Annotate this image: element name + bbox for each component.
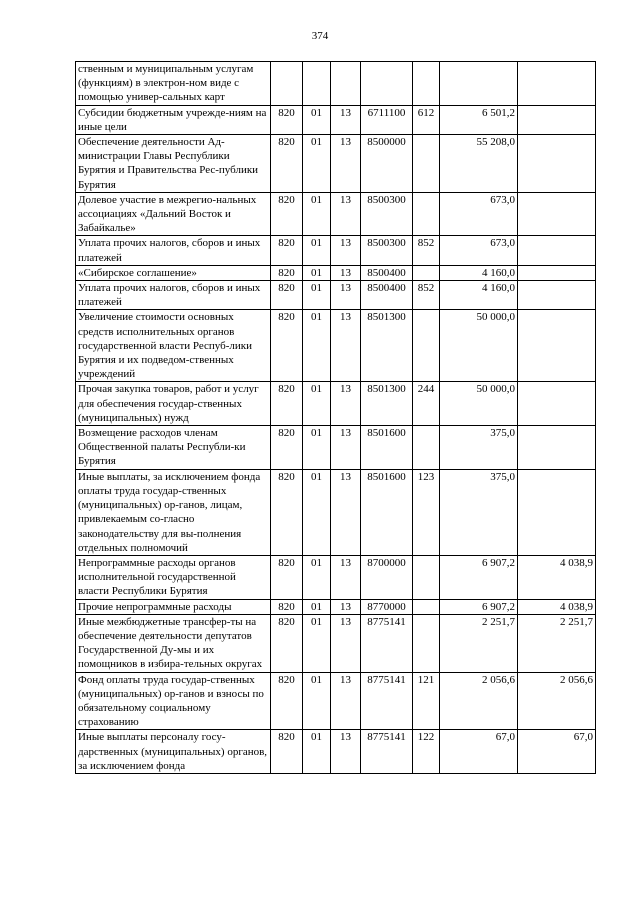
expense-type-cell: 123 bbox=[413, 469, 440, 555]
federal-amount-cell: 2 251,7 bbox=[518, 614, 596, 672]
section-code-cell: 01 bbox=[303, 730, 331, 774]
expense-type-cell bbox=[413, 62, 440, 106]
subsection-code-cell: 13 bbox=[331, 382, 361, 426]
subsection-code-cell bbox=[331, 62, 361, 106]
expense-name-cell: Субсидии бюджетным учрежде-ниям на иные цели bbox=[76, 105, 271, 134]
expense-name-cell: Иные выплаты персоналу госу-дарственных (муниципальных) органов, за исключением фонда bbox=[76, 730, 271, 774]
target-article-cell: 8700000 bbox=[361, 555, 413, 599]
federal-amount-cell bbox=[518, 426, 596, 470]
admin-code-cell: 820 bbox=[271, 281, 303, 310]
subsection-code-cell: 13 bbox=[331, 105, 361, 134]
target-article-cell: 8501300 bbox=[361, 310, 413, 382]
table-row bbox=[76, 135, 596, 193]
section-code-cell: 01 bbox=[303, 599, 331, 614]
section-code-cell: 01 bbox=[303, 614, 331, 672]
table-row bbox=[76, 310, 596, 382]
admin-code-cell: 820 bbox=[271, 310, 303, 382]
admin-code-cell: 820 bbox=[271, 730, 303, 774]
subsection-code-cell: 13 bbox=[331, 672, 361, 730]
expense-name-cell: Обеспечение деятельности Ад-министрации Главы Республики Бурятия и Правительства Рес-публики Бурятия bbox=[76, 135, 271, 193]
target-article-cell: 6711100 bbox=[361, 105, 413, 134]
expense-name-cell: Уплата прочих налогов, сборов и иных платежей bbox=[76, 236, 271, 265]
expense-type-cell: 612 bbox=[413, 105, 440, 134]
expense-name-cell: Уплата прочих налогов, сборов и иных платежей bbox=[76, 281, 271, 310]
admin-code-cell: 820 bbox=[271, 105, 303, 134]
table-row bbox=[76, 62, 596, 106]
section-code-cell: 01 bbox=[303, 135, 331, 193]
expense-type-cell: 852 bbox=[413, 236, 440, 265]
section-code-cell: 01 bbox=[303, 236, 331, 265]
expense-name-cell: Прочая закупка товаров, работ и услуг для обеспечения государ-ственных (муниципальных) нужд bbox=[76, 382, 271, 426]
target-article-cell: 8501600 bbox=[361, 426, 413, 470]
expense-name-cell: ственным и муниципальным услугам (функциям) в электрон-ном виде с помощью универ-сальных карт bbox=[76, 62, 271, 106]
federal-amount-cell bbox=[518, 192, 596, 236]
admin-code-cell: 820 bbox=[271, 192, 303, 236]
table-row bbox=[76, 426, 596, 470]
amount-cell: 55 208,0 bbox=[440, 135, 518, 193]
table-row bbox=[76, 382, 596, 426]
subsection-code-cell: 13 bbox=[331, 265, 361, 280]
amount-cell: 50 000,0 bbox=[440, 382, 518, 426]
expense-name-cell: Иные межбюджетные трансфер-ты на обеспечение деятельности депутатов Государственной Ду-мы и их помощников в избира-тельных округах bbox=[76, 614, 271, 672]
subsection-code-cell: 13 bbox=[331, 730, 361, 774]
admin-code-cell: 820 bbox=[271, 469, 303, 555]
table-body bbox=[76, 62, 596, 774]
target-article-cell: 8500300 bbox=[361, 192, 413, 236]
admin-code-cell: 820 bbox=[271, 135, 303, 193]
federal-amount-cell bbox=[518, 236, 596, 265]
expense-name-cell: Долевое участие в межрегио-нальных ассоциациях «Дальний Восток и Забайкалье» bbox=[76, 192, 271, 236]
federal-amount-cell bbox=[518, 265, 596, 280]
table-row bbox=[76, 265, 596, 280]
table-row bbox=[76, 281, 596, 310]
expense-name-cell: Непрограммные расходы органов исполнительной государственной власти Республики Бурятия bbox=[76, 555, 271, 599]
expense-type-cell bbox=[413, 310, 440, 382]
target-article-cell: 8500000 bbox=[361, 135, 413, 193]
table-row bbox=[76, 192, 596, 236]
subsection-code-cell: 13 bbox=[331, 135, 361, 193]
admin-code-cell: 820 bbox=[271, 236, 303, 265]
amount-cell: 673,0 bbox=[440, 192, 518, 236]
target-article-cell: 8775141 bbox=[361, 672, 413, 730]
section-code-cell: 01 bbox=[303, 382, 331, 426]
page-number: 374 bbox=[311, 30, 329, 42]
target-article-cell: 8775141 bbox=[361, 730, 413, 774]
expense-type-cell bbox=[413, 555, 440, 599]
table-row bbox=[76, 672, 596, 730]
section-code-cell: 01 bbox=[303, 426, 331, 470]
admin-code-cell bbox=[271, 62, 303, 106]
expense-type-cell: 122 bbox=[413, 730, 440, 774]
section-code-cell: 01 bbox=[303, 469, 331, 555]
table-row bbox=[76, 105, 596, 134]
target-article-cell: 8770000 bbox=[361, 599, 413, 614]
expense-type-cell bbox=[413, 265, 440, 280]
subsection-code-cell: 13 bbox=[331, 310, 361, 382]
amount-cell: 2 251,7 bbox=[440, 614, 518, 672]
table-row bbox=[76, 614, 596, 672]
section-code-cell: 01 bbox=[303, 310, 331, 382]
subsection-code-cell: 13 bbox=[331, 599, 361, 614]
amount-cell: 6 907,2 bbox=[440, 599, 518, 614]
section-code-cell: 01 bbox=[303, 555, 331, 599]
amount-cell: 67,0 bbox=[440, 730, 518, 774]
target-article-cell: 8501300 bbox=[361, 382, 413, 426]
federal-amount-cell bbox=[518, 105, 596, 134]
section-code-cell bbox=[303, 62, 331, 106]
expense-name-cell: Иные выплаты, за исключением фонда оплаты труда государ-ственных (муниципальных) ор-ганов, лицам, привлекаемым со-гласно законодательству для вы-полнения отдельных полномочий bbox=[76, 469, 271, 555]
expense-name-cell: Увеличение стоимости основных средств исполнительных органов государственной власти Респуб-лики Бурятия и их подведом-ственных учреждений bbox=[76, 310, 271, 382]
federal-amount-cell bbox=[518, 310, 596, 382]
expense-type-cell bbox=[413, 135, 440, 193]
expense-name-cell: Фонд оплаты труда государ-ственных (муниципальных) ор-ганов и взносы по обязательному социальному страхованию bbox=[76, 672, 271, 730]
amount-cell: 673,0 bbox=[440, 236, 518, 265]
target-article-cell: 8500400 bbox=[361, 281, 413, 310]
subsection-code-cell: 13 bbox=[331, 236, 361, 265]
expense-type-cell bbox=[413, 192, 440, 236]
table-row bbox=[76, 730, 596, 774]
section-code-cell: 01 bbox=[303, 672, 331, 730]
federal-amount-cell bbox=[518, 469, 596, 555]
amount-cell: 6 907,2 bbox=[440, 555, 518, 599]
amount-cell: 50 000,0 bbox=[440, 310, 518, 382]
amount-cell: 375,0 bbox=[440, 469, 518, 555]
admin-code-cell: 820 bbox=[271, 599, 303, 614]
table-row bbox=[76, 599, 596, 614]
target-article-cell: 8500300 bbox=[361, 236, 413, 265]
federal-amount-cell: 4 038,9 bbox=[518, 555, 596, 599]
admin-code-cell: 820 bbox=[271, 672, 303, 730]
target-article-cell: 8775141 bbox=[361, 614, 413, 672]
subsection-code-cell: 13 bbox=[331, 192, 361, 236]
target-article-cell bbox=[361, 62, 413, 106]
table-row bbox=[76, 236, 596, 265]
table-row bbox=[76, 555, 596, 599]
section-code-cell: 01 bbox=[303, 265, 331, 280]
federal-amount-cell bbox=[518, 62, 596, 106]
expense-type-cell bbox=[413, 599, 440, 614]
section-code-cell: 01 bbox=[303, 192, 331, 236]
federal-amount-cell: 2 056,6 bbox=[518, 672, 596, 730]
budget-table bbox=[75, 61, 596, 774]
expense-type-cell bbox=[413, 614, 440, 672]
expense-type-cell bbox=[413, 426, 440, 470]
amount-cell: 6 501,2 bbox=[440, 105, 518, 134]
expense-name-cell: «Сибирское соглашение» bbox=[76, 265, 271, 280]
table-row bbox=[76, 469, 596, 555]
expense-type-cell: 121 bbox=[413, 672, 440, 730]
subsection-code-cell: 13 bbox=[331, 469, 361, 555]
subsection-code-cell: 13 bbox=[331, 281, 361, 310]
section-code-cell: 01 bbox=[303, 281, 331, 310]
expense-type-cell: 244 bbox=[413, 382, 440, 426]
expense-name-cell: Возмещение расходов членам Общественной палаты Республи-ки Бурятия bbox=[76, 426, 271, 470]
federal-amount-cell bbox=[518, 281, 596, 310]
amount-cell: 375,0 bbox=[440, 426, 518, 470]
expense-name-cell: Прочие непрограммные расходы bbox=[76, 599, 271, 614]
target-article-cell: 8500400 bbox=[361, 265, 413, 280]
subsection-code-cell: 13 bbox=[331, 555, 361, 599]
amount-cell bbox=[440, 62, 518, 106]
expense-type-cell: 852 bbox=[413, 281, 440, 310]
amount-cell: 4 160,0 bbox=[440, 281, 518, 310]
target-article-cell: 8501600 bbox=[361, 469, 413, 555]
subsection-code-cell: 13 bbox=[331, 614, 361, 672]
amount-cell: 2 056,6 bbox=[440, 672, 518, 730]
federal-amount-cell: 4 038,9 bbox=[518, 599, 596, 614]
federal-amount-cell bbox=[518, 135, 596, 193]
amount-cell: 4 160,0 bbox=[440, 265, 518, 280]
admin-code-cell: 820 bbox=[271, 265, 303, 280]
admin-code-cell: 820 bbox=[271, 382, 303, 426]
admin-code-cell: 820 bbox=[271, 555, 303, 599]
admin-code-cell: 820 bbox=[271, 614, 303, 672]
federal-amount-cell: 67,0 bbox=[518, 730, 596, 774]
subsection-code-cell: 13 bbox=[331, 426, 361, 470]
section-code-cell: 01 bbox=[303, 105, 331, 134]
admin-code-cell: 820 bbox=[271, 426, 303, 470]
federal-amount-cell bbox=[518, 382, 596, 426]
